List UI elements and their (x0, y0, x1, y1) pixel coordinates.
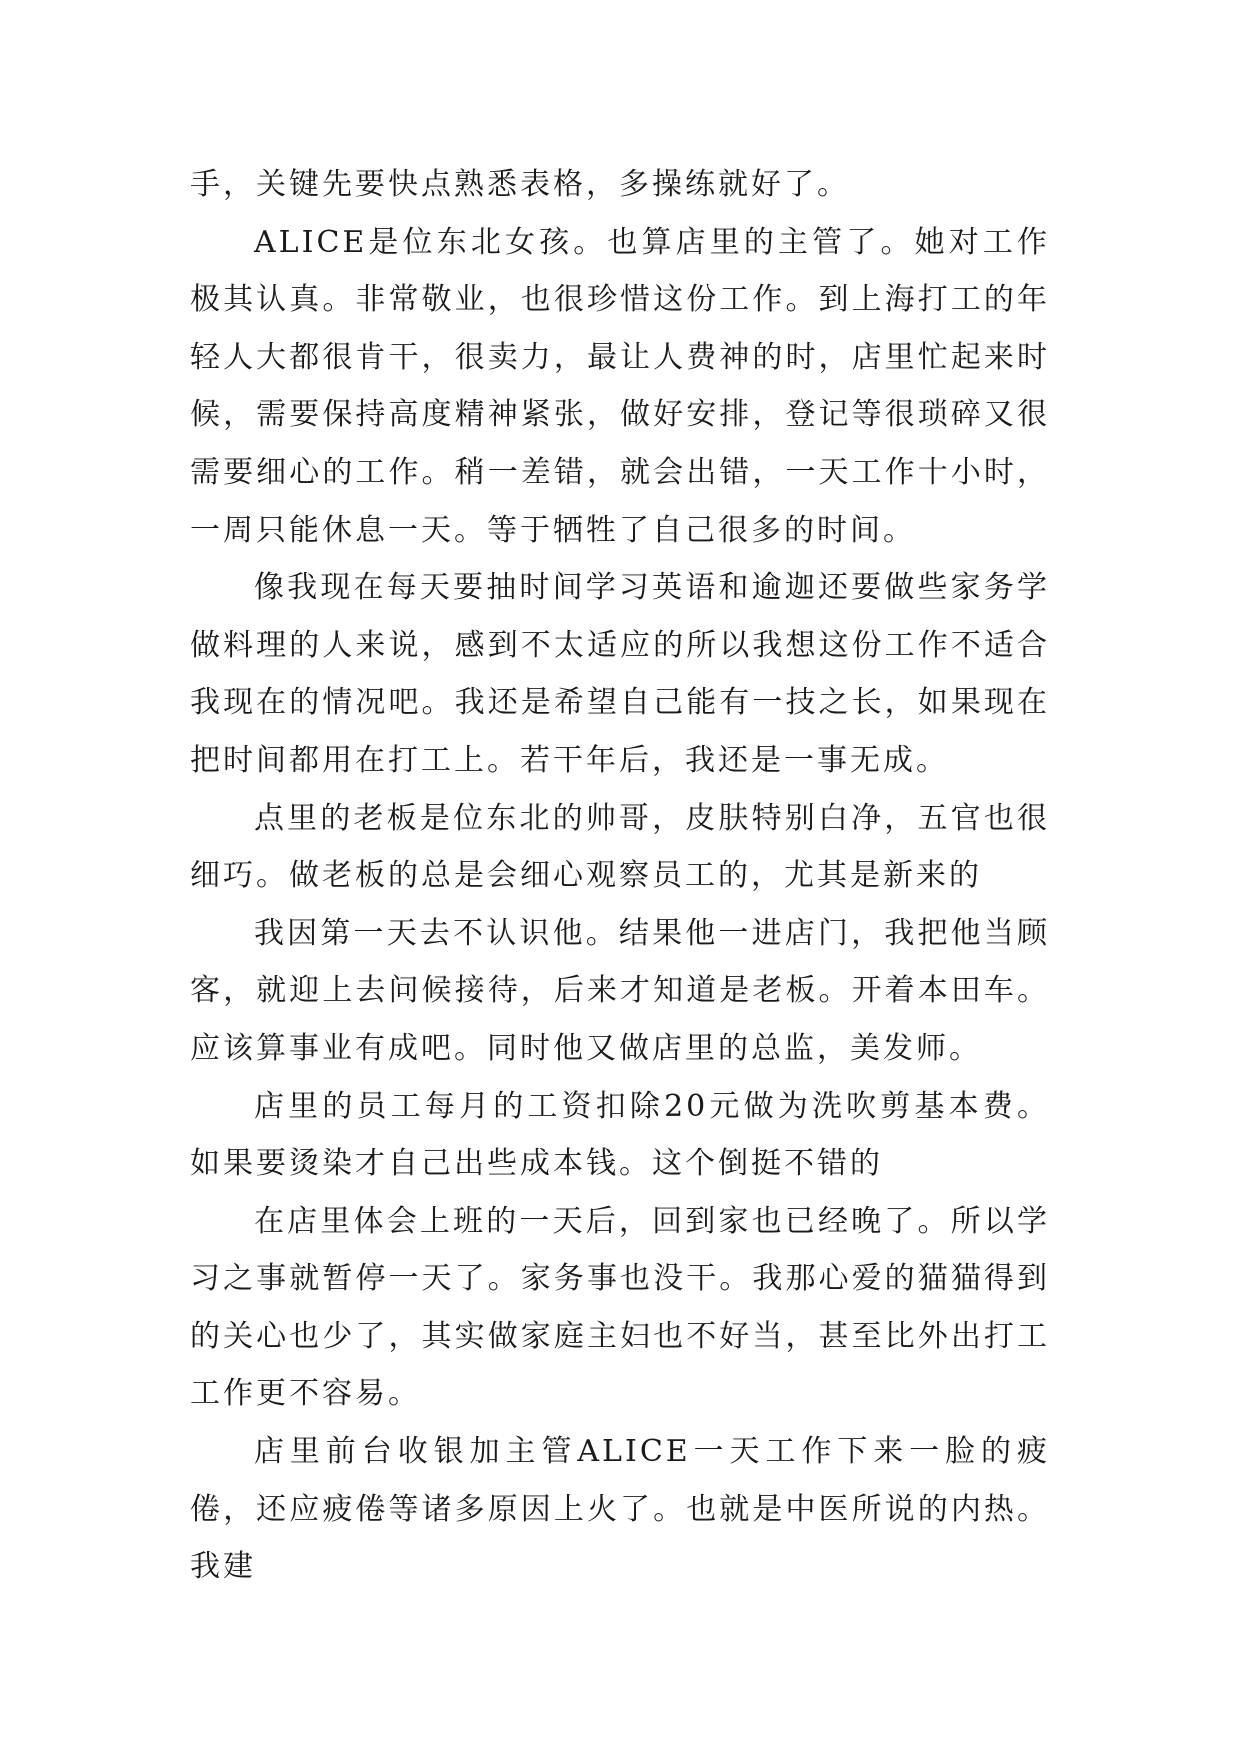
paragraph: 手，关键先要快点熟悉表格，多操练就好了。 (190, 167, 850, 202)
paragraph: 像我现在每天要抽时间学习英语和逾迦还要做些家务学做料理的人来说，感到不太适应的所以我想这份工作不适合我现在的情况吧。我还是希望自己能有一技之长，如果现在把时间都用在打工上。若干年后，我还是一事无成。 (190, 570, 1050, 778)
paragraph: 点里的老板是位东北的帅哥，皮肤特别白净，五官也很细巧。做老板的总是会细心观察员工的，尤其是新来的 (190, 800, 1050, 894)
paragraph: 我因第一天去不认识他。结果他一进店门，我把他当顾客，就迎上去问候接待，后来才知道是老板。开着本田车。应该算事业有成吧。同时他又做店里的总监，美发师。 (190, 915, 1050, 1066)
document-body (190, 156, 1050, 1596)
paragraph: 店里前台收银加主管ALICE一天工作下来一脸的疲倦，还应疲倦等诸多原因上火了。也就是中医所说的内热。我建 (190, 1434, 1050, 1585)
paragraph: 店里的员工每月的工资扣除20元做为洗吹剪基本费。如果要烫染才自己出些成本钱。这个倒挺不错的 (190, 1088, 1050, 1182)
paragraph: 在店里体会上班的一天后，回到家也已经晚了。所以学习之事就暂停一天了。家务事也没干。我那心爱的猫猫得到的关心也少了，其实做家庭主妇也不好当，甚至比外出打工工作更不容易。 (190, 1203, 1050, 1412)
paragraph: ALICE是位东北女孩。也算店里的主管了。她对工作极其认真。非常敬业，也很珍惜这份工作。到上海打工的年轻人大都很肯干，很卖力，最让人费神的时，店里忙起来时候，需要保持高度精神紧张，做好安排，登记等很琐碎又很需要细心的工作。稍一差错，就会出错，一天工作十小时，一周只能休息一天。等于牺牲了自己很多的时间。 (190, 224, 1050, 548)
